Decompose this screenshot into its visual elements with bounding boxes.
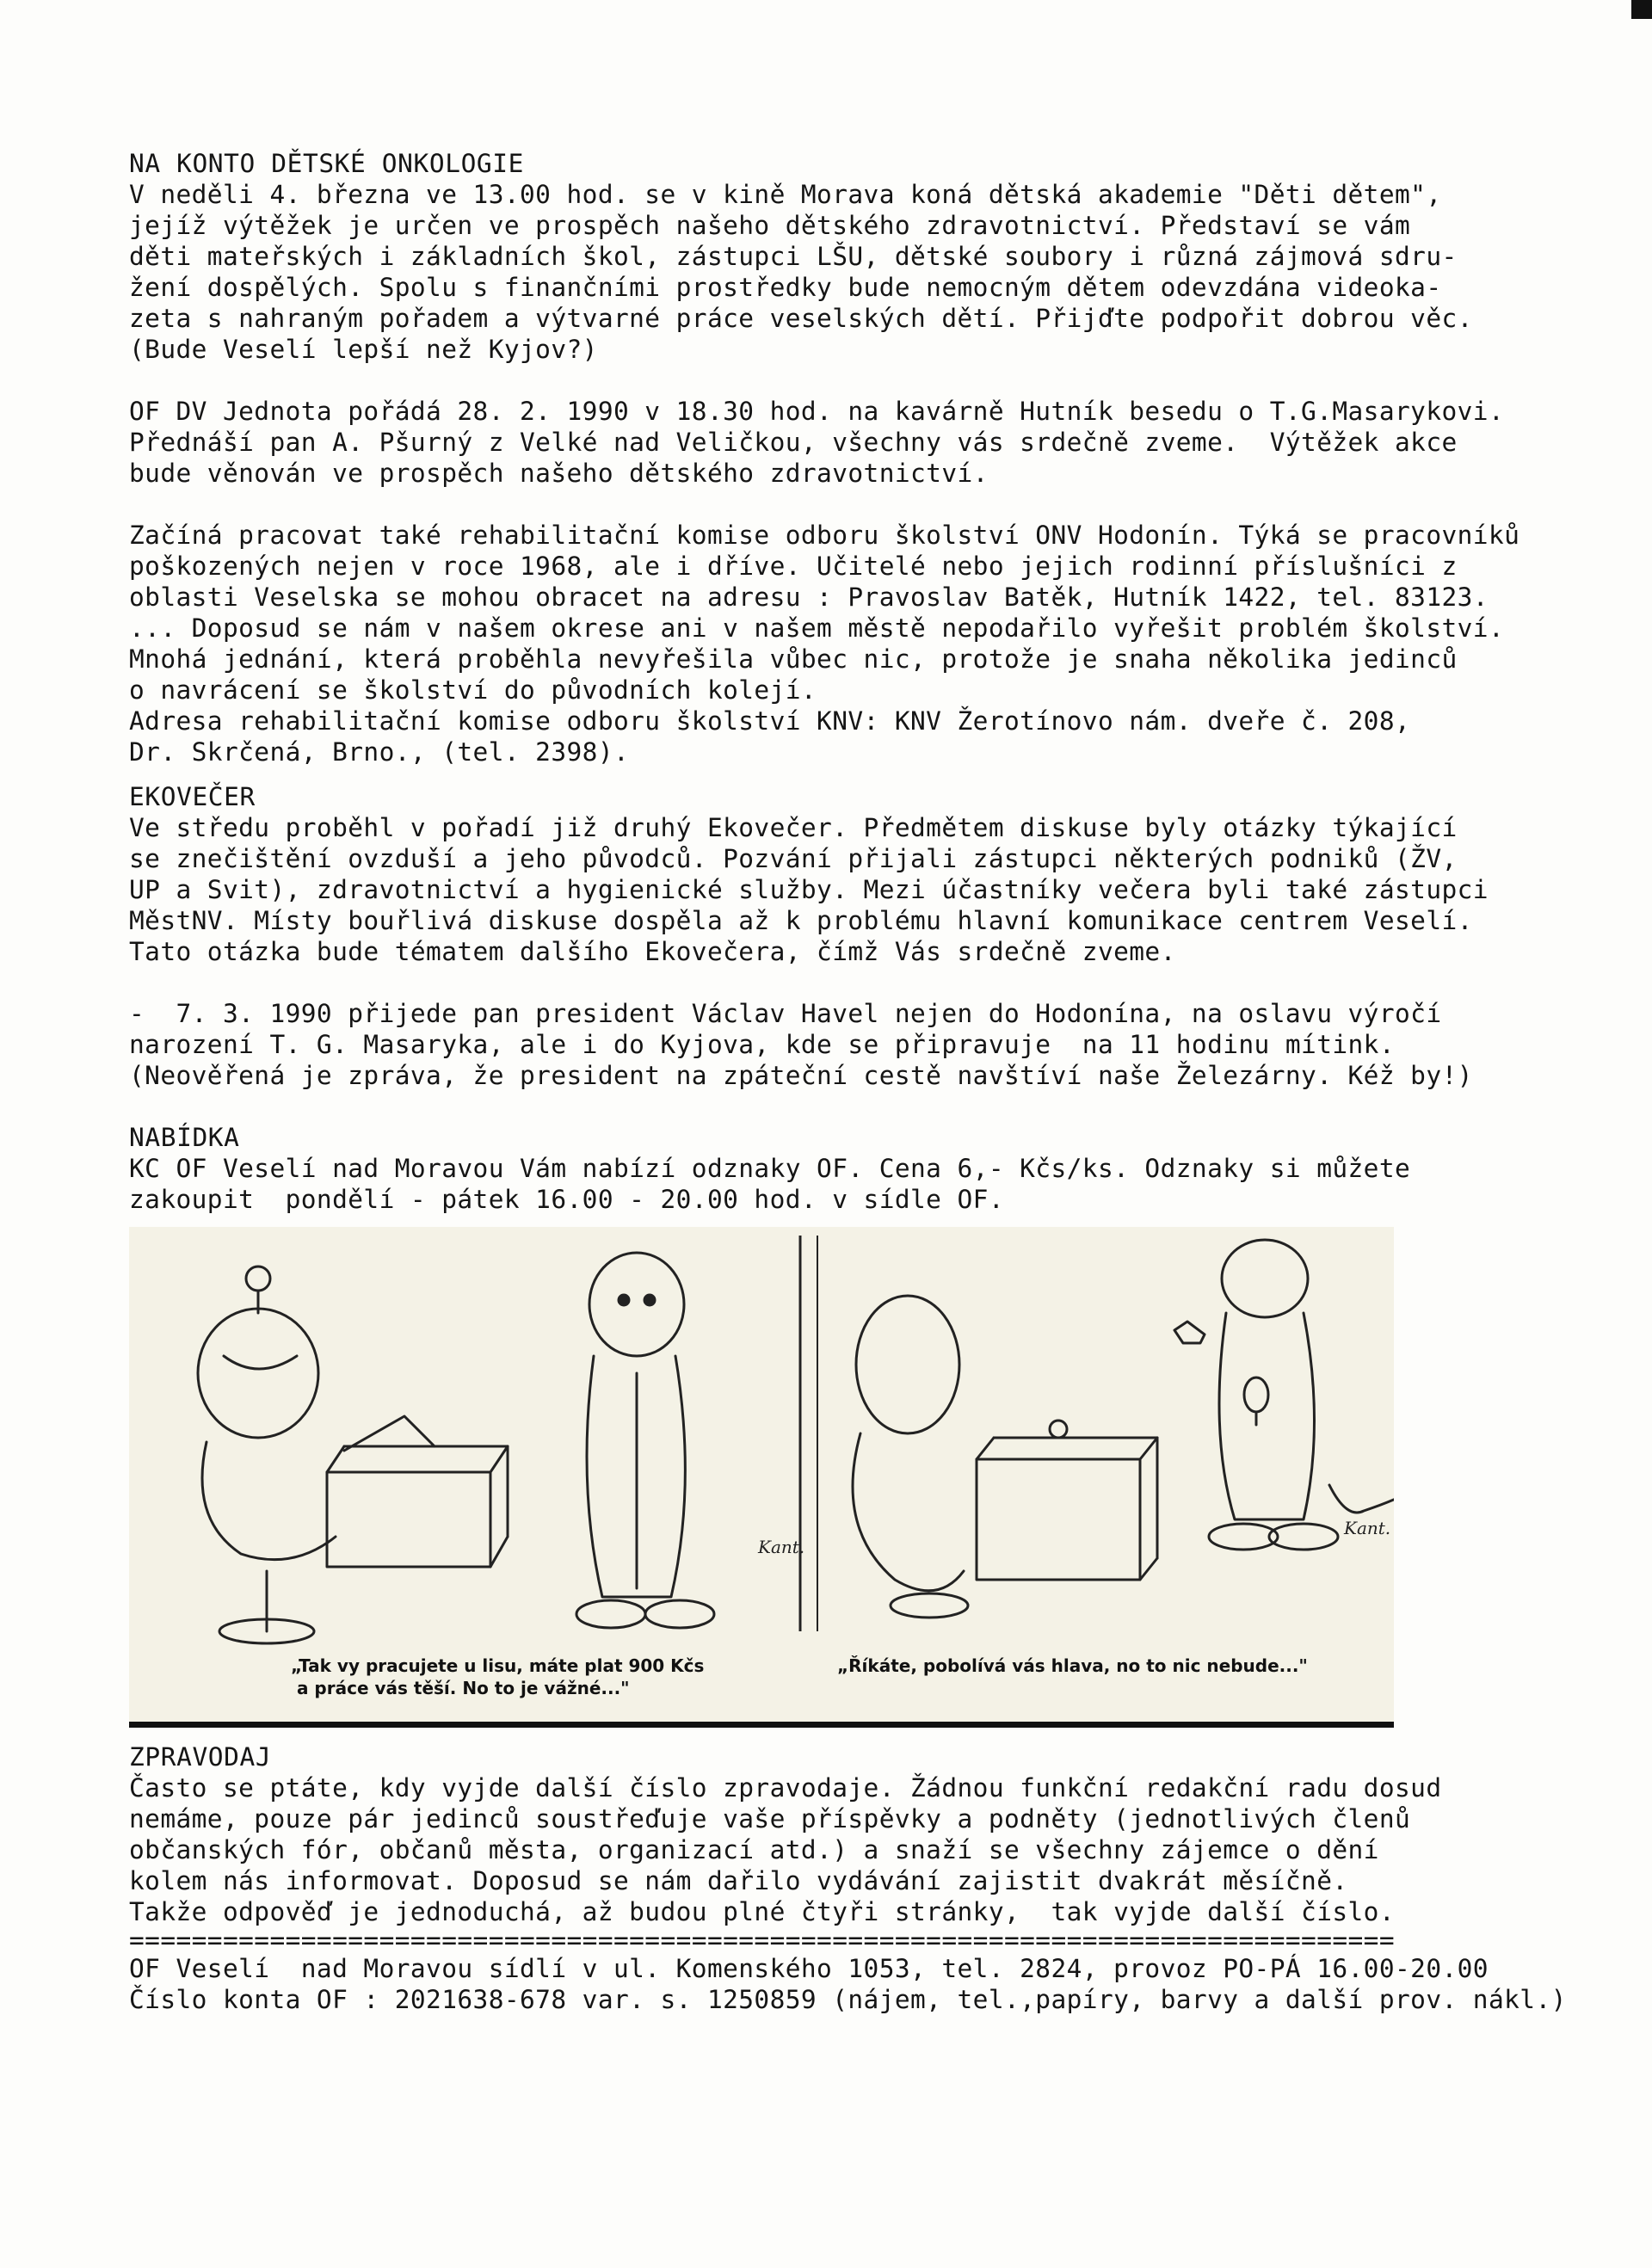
section-beseda-masaryk: [129, 396, 1609, 489]
text-line: ... Doposud se nám v našem okrese ani v našem městě nepodařilo vyřešit problém školství.: [129, 613, 1505, 643]
text-line: Adresa rehabilitační komise odboru školství KNV: KNV Žerotínovo nám. dveře č. 208,: [129, 706, 1411, 736]
cartoon-signature-right: Kant.: [1344, 1518, 1391, 1538]
text-line: Přednáší pan A. Pšurný z Velké nad Veličkou, všechny vás srdečně zveme. Výtěžek akce: [129, 428, 1458, 457]
text-line: V neděli 4. března ve 13.00 hod. se v kině Morava koná dětská akademie "Děti dětem",: [129, 180, 1442, 209]
cartoon-caption-right: „Říkáte, pobolívá vás hlava, no to nic nebude...": [837, 1655, 1308, 1676]
text-line: Mnohá jednání, která proběhla nevyřešila vůbec nic, protože je snaha několika jedinců: [129, 644, 1458, 674]
cartoon-signature-left: Kant.: [758, 1537, 805, 1557]
text-line: o navrácení se školství do původních kolejí.: [129, 675, 817, 705]
text-line: zakoupit pondělí - pátek 16.00 - 20.00 hod. v sídle OF.: [129, 1185, 1004, 1214]
text-line: občanských fór, občanů města, organizací atd.) a snaží se všechny zájemce o dění: [129, 1835, 1379, 1864]
cartoon-clipping: [129, 1227, 1394, 1728]
text-line: Začíná pracovat také rehabilitační komise odboru školství ONV Hodonín. Týká se pracovníků: [129, 521, 1520, 550]
section-havel-visit: [129, 998, 1609, 1091]
cartoon-drawing: [129, 1227, 1394, 1722]
section-nabidka: [129, 1153, 1609, 1215]
text-line: Číslo konta OF : 2021638-678 var. s. 1250859 (nájem, tel.,papíry, barvy a další prov. nákl.): [129, 1985, 1567, 2014]
text-line: OF Veselí nad Moravou sídlí v ul. Komenského 1053, tel. 2824, provoz PO-PÁ 16.00-20.00: [129, 1954, 1489, 1983]
text-line: MěstNV. Místy bouřlivá diskuse dospěla až k problému hlavní komunikace centrem Veselí.: [129, 906, 1473, 935]
text-line: (Neověřená je zpráva, že president na zpáteční cestě navštíví naše Železárny. Kéž by!): [129, 1061, 1473, 1090]
section-zpravodaj: [129, 1772, 1609, 1927]
text-line: Tato otázka bude tématem dalšího Ekovečera, čímž Vás srdečně zveme.: [129, 937, 1176, 966]
text-line: Dr. Skrčená, Brno., (tel. 2398).: [129, 737, 630, 767]
text-line: zeta s nahraným pořadem a výtvarné práce veselských dětí. Přijďte podpořit dobrou věc.: [129, 304, 1473, 333]
cartoon-caption-left: „Tak vy pracujete u lisu, máte plat 900 Kčs a práce vás těší. No to je vážné...": [291, 1655, 705, 1698]
heading-detske-onkologie: NA KONTO DĚTSKÉ ONKOLOGIE: [129, 149, 525, 178]
text-line: jejíž výtěžek je určen ve prospěch našeho dětského zdravotnictví. Představí se vám: [129, 211, 1411, 240]
text-line: (Bude Veselí lepší než Kyjov?): [129, 335, 598, 364]
text-line: narození T. G. Masaryka, ale i do Kyjova, kde se připravuje na 11 hodinu mítink.: [129, 1030, 1395, 1059]
text-line: kolem nás informovat. Doposud se nám dařilo vydávání zajistit dvakrát měsíčně.: [129, 1866, 1348, 1895]
text-line: děti mateřských i základních škol, zástupci LŠU, dětské soubory i různá zájmová sdru-: [129, 242, 1458, 271]
heading-ekovecer: EKOVEČER: [129, 782, 256, 811]
text-line: nemáme, pouze pár jedinců soustřeďuje vaše příspěvky a podněty (jednotlivých členů: [129, 1804, 1411, 1834]
text-line: OF DV Jednota pořádá 28. 2. 1990 v 18.30 hod. na kavárně Hutník besedu o T.G.Masarykovi.: [129, 397, 1505, 426]
text-line: - 7. 3. 1990 přijede pan president Václav Havel nejen do Hodonína, na oslavu výročí: [129, 999, 1442, 1028]
heading-zpravodaj: ZPRAVODAJ: [129, 1742, 272, 1772]
text-line: oblasti Veselska se mohou obracet na adresu : Pravoslav Batěk, Hutník 1422, tel. 83123.: [129, 582, 1489, 612]
newsletter-page: [129, 148, 1609, 2015]
text-line: se znečištění ovzduší a jeho původců. Pozvání přijali zástupci některých podniků (ŽV,: [129, 844, 1458, 873]
text-line: poškozených nejen v roce 1968, ale i dříve. Učitelé nebo jejich rodinní příslušníci z: [129, 552, 1458, 581]
text-line: Často se ptáte, kdy vyjde další číslo zpravodaje. Žádnou funkční redakční radu dosud: [129, 1773, 1442, 1803]
text-line: žení dospělých. Spolu s finančními prostředky bude nemocným dětem odevzdána videoka-: [129, 273, 1442, 302]
footer-rule: =================================================================================: [129, 1927, 1395, 1953]
heading-nabidka: NABÍDKA: [129, 1123, 240, 1152]
scan-corner-mark: [1631, 0, 1652, 19]
footer: [129, 1953, 1609, 2015]
section-detske-onkologie: [129, 179, 1609, 365]
text-line: Ve středu proběhl v pořadí již druhý Ekovečer. Předmětem diskuse byly otázky týkající: [129, 813, 1458, 842]
text-line: bude věnován ve prospěch našeho dětského zdravotnictví.: [129, 459, 989, 488]
section-rehabilitacni-komise: [129, 520, 1609, 767]
text-line: UP a Svit), zdravotnictví a hygienické služby. Mezi účastníky večera byli také zástupci: [129, 875, 1489, 904]
text-line: Takže odpověď je jednoduchá, až budou plné čtyři stránky, tak vyjde další číslo.: [129, 1897, 1395, 1926]
text-line: KC OF Veselí nad Moravou Vám nabízí odznaky OF. Cena 6,- Kčs/ks. Odznaky si můžete: [129, 1154, 1411, 1183]
section-ekovecer: [129, 812, 1609, 967]
